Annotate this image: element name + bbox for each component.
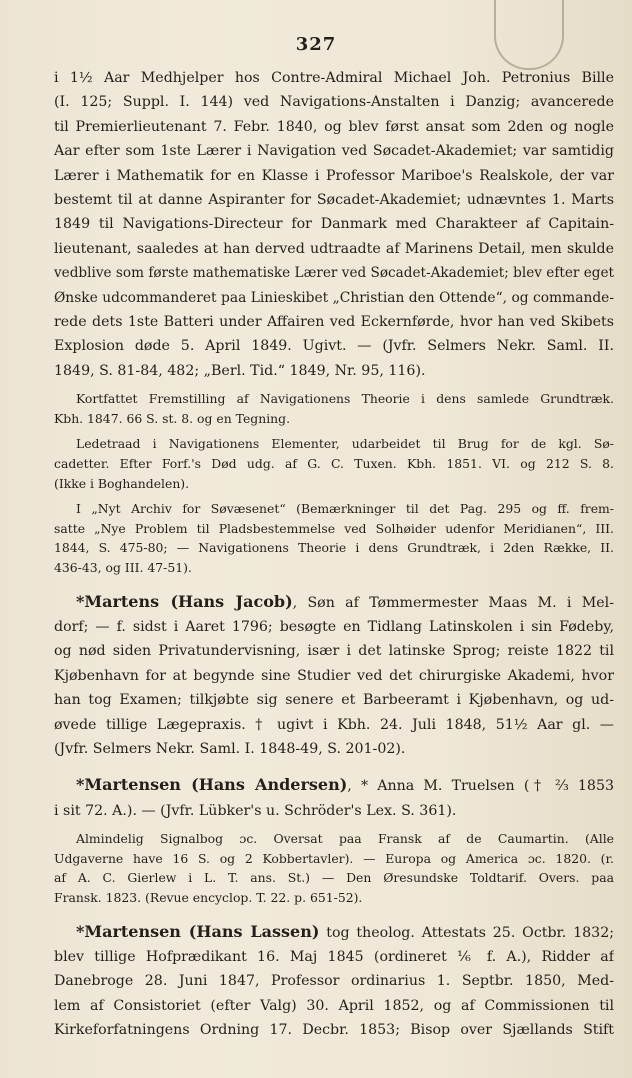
biography-entry-martensen-hans-andersen (54, 773, 614, 823)
biography-entry-martens-hans-jacob (54, 590, 614, 762)
text-line: cadetter. Efter Forf.'s Død udg. af G. C. Tuxen. Kbh. 1851. VI. og 212 S. 8. (54, 456, 614, 472)
work-citation-cont (54, 454, 614, 493)
work-citation-cont (54, 519, 614, 578)
text-line: 1844, S. 475-80; — Navigationens Theorie i dens Grundtræk, i 2den Række, II. (54, 540, 614, 556)
text-line: i sit 72. A.). — (Jvfr. Lübker's u. Schröder's Lex. S. 361). (54, 802, 457, 819)
biography-entry-martensen-hans-lassen (54, 920, 614, 1043)
text-line: Kirkeforfatningens Ordning 17. Decbr. 1853; Bisop over Sjællands Stift (54, 1022, 614, 1039)
text-line: 436-43, og III. 47-51). (54, 560, 192, 576)
page-number: 327 (295, 34, 337, 55)
page-body (54, 66, 614, 1043)
text-line: til Premierlieutenant 7. Febr. 1840, og blev først ansat som 2den og nogle (54, 118, 614, 135)
text-line: lem af Consistoriet (efter Valg) 30. April 1852, og af Commissionen til (54, 997, 614, 1014)
text-line: Kjøbenhavn for at begynde sine Studier ved det chirurgiske Akademi, hvor (54, 667, 614, 684)
text-line: (Ikke i Boghandelen). (54, 475, 190, 491)
entry-heading-rest: , * Anna M. Truelsen († ⅔ 1853 (347, 778, 614, 795)
work-citation-cont (54, 409, 614, 429)
entry-name: *Martensen (Hans Andersen) (76, 775, 348, 795)
text-line: Aar efter som 1ste Lærer i Navigation ved Søcadet-Akademiet; var samtidig (54, 143, 614, 160)
text-line: blev tillige Hofprædikant 16. Maj 1845 (ordineret ⅙ f. A.), Ridder af (54, 949, 614, 966)
text-line: Fransk. 1823. (Revue encyclop. T. 22. p. 651-52). (54, 890, 363, 906)
text-line: (Jvfr. Selmers Nekr. Saml. I. 1848-49, S. 201-02). (54, 741, 406, 758)
work-citation (54, 499, 614, 519)
entry-heading-line (54, 773, 614, 798)
work-citation-cont (54, 849, 614, 908)
work-citation (54, 829, 614, 849)
text-line: vedblive som første mathematiske Lærer ved Søcadet-Akademiet; blev efter eget (54, 265, 614, 282)
text-line: I „Nyt Archiv for Søvæsenet“ (Bemærkninger til det Pag. 295 og ff. frem- (76, 501, 614, 517)
entry-name: *Martens (Hans Jacob) (76, 591, 293, 611)
text-line: Lærer i Mathematik for en Klasse i Professor Mariboe's Realskole, der var (54, 167, 614, 184)
text-line: 1849 til Navigations-Directeur for Danmark med Charakteer af Capitain- (54, 216, 614, 233)
entry-heading-line (54, 590, 614, 615)
entry-name: *Martensen (Hans Lassen) (76, 921, 320, 941)
text-line: lieutenant, saaledes at han derved udtraadte af Marinens Detail, men skulde (54, 240, 614, 257)
text-line: øvede tillige Lægepraxis. † ugivt i Kbh. 24. Juli 1848, 51½ Aar gl. — (54, 716, 614, 733)
text-line: Udgaverne have 16 S. og 2 Kobbertavler). — Europa og America ɔc. 1820. (r. (54, 850, 614, 866)
text-line: Kortfattet Fremstilling af Navigationens Theorie i dens samlede Grundtræk. (76, 391, 614, 407)
entry-heading-rest: tog theolog. Attestats 25. Octbr. 1832; (319, 924, 614, 941)
work-citation (54, 389, 614, 409)
text-line: i 1½ Aar Medhjelper hos Contre-Admiral Michael Joh. Petronius Bille (54, 70, 614, 86)
text-line: han tog Examen; tilkjøbte sig senere et Barbeeramt i Kjøbenhavn, og ud- (54, 692, 614, 709)
text-line: Kbh. 1847. 66 S. st. 8. og en Tegning. (54, 410, 291, 426)
work-citation (54, 434, 614, 454)
text-line: (I. 125; Suppl. I. 144) ved Navigations-Anstalten i Danzig; avancerede (54, 94, 614, 111)
biography-continuation (54, 66, 614, 383)
text-line: Explosion døde 5. April 1849. Ugivt. — (Jvfr. Selmers Nekr. Saml. II. (54, 338, 614, 355)
text-line: Ønske udcommanderet paa Linieskibet „Christian den Ottende“, og commande- (54, 289, 614, 306)
text-line: Almindelig Signalbog ɔc. Oversat paa Fransk af de Caumartin. (Alle (76, 831, 614, 847)
text-line: rede dets 1ste Batteri under Affairen ved Eckernførde, hvor han ved Skibets (54, 314, 614, 331)
text-line: Ledetraad i Navigationens Elementer, udarbeidet til Brug for de kgl. Sø- (76, 436, 614, 452)
text-line: satte „Nye Problem til Pladsbestemmelse ved Solhøider udenfor Meridianen“, III. (54, 520, 614, 536)
entry-heading-line (54, 920, 614, 945)
text-line: bestemt til at danne Aspiranter for Søcadet-Akademiet; udnævntes 1. Marts (54, 192, 614, 209)
text-line: dorf; — f. sidst i Aaret 1796; besøgte en Tidlang Latinskolen i sin Fødeby, (54, 619, 614, 636)
text-line: Danebroge 28. Juni 1847, Professor ordinarius 1. Septbr. 1850, Med- (54, 973, 614, 990)
text-line: og nød siden Privatundervisning, især i det latinske Sprog; reiste 1822 til (54, 643, 614, 660)
text-line: 1849, S. 81-84, 482; „Berl. Tid.“ 1849, Nr. 95, 116). (54, 362, 426, 379)
text-line: af A. C. Gierlew i L. T. ans. St.) — Den Øresundske Toldtarif. Overs. paa (54, 870, 614, 886)
entry-heading-rest: , Søn af Tømmermester Maas M. i Mel- (292, 594, 614, 611)
